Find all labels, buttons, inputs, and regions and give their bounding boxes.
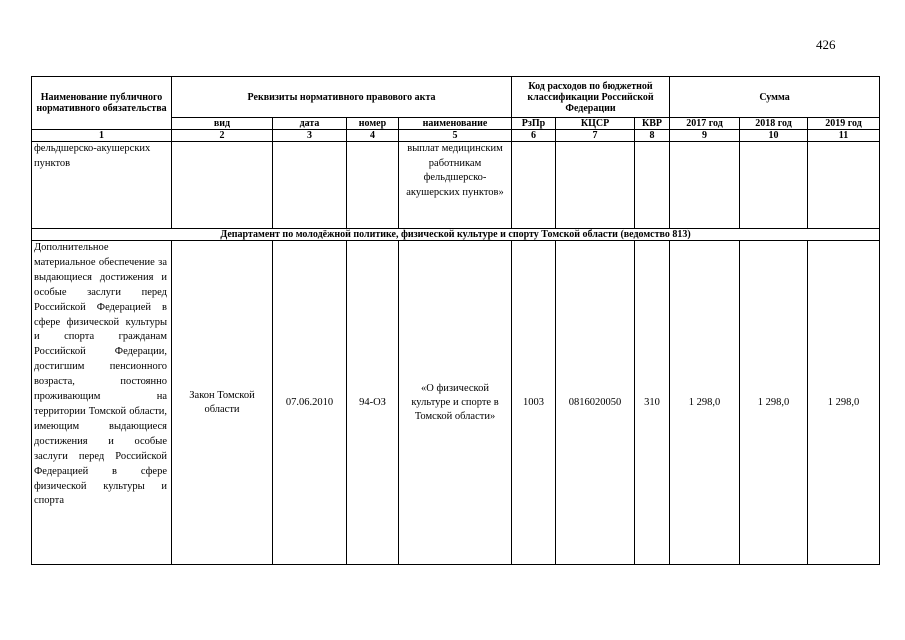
- col-group-sum: Сумма: [670, 77, 880, 118]
- header-row-1: [32, 77, 880, 118]
- obligation-name-cell: Дополнительное материальное обеспечение за выдающиеся достижения и особые заслуги перед Российской Федерацией в сфере физической культуры и спорта гражданам Российской Федерации, достигшим пенсионного возраста, постоянно проживающим на территории Томской области, имеющим выдающиеся достижения и особые заслуги перед Российской Федерацией в сфере физической культуры и спорта: [32, 241, 172, 565]
- column-number: 1: [32, 130, 172, 142]
- col-header-act-name: наименование: [399, 118, 512, 130]
- col-header-date: дата: [273, 118, 347, 130]
- table-row: [32, 241, 880, 565]
- department-title: Департамент по молодёжной политике, физической культуре и спорту Томской области (ведомство 813): [32, 229, 880, 241]
- sum-2018-cell: 1 298,0: [740, 241, 808, 565]
- col-header-type: вид: [172, 118, 273, 130]
- rzpr-cell: 1003: [512, 241, 556, 565]
- page-number: 426: [816, 37, 836, 52]
- empty-cell: [808, 142, 880, 229]
- column-number: 6: [512, 130, 556, 142]
- column-number: 8: [635, 130, 670, 142]
- column-number: 10: [740, 130, 808, 142]
- empty-cell: [556, 142, 635, 229]
- col-header-number: номер: [347, 118, 399, 130]
- act-name-cell: «О физической культуре и спорте в Томской области»: [399, 241, 512, 565]
- budget-obligations-table: [31, 76, 880, 565]
- empty-cell: [740, 142, 808, 229]
- empty-cell: [273, 142, 347, 229]
- col-header-2017: 2017 год: [670, 118, 740, 130]
- column-number: 11: [808, 130, 880, 142]
- col-header-2019: 2019 год: [808, 118, 880, 130]
- col-group-code: Код расходов по бюджетной классификации Российской Федерации: [512, 77, 670, 118]
- empty-cell: [635, 142, 670, 229]
- column-number: 4: [347, 130, 399, 142]
- kcsr-cell: 0816020050: [556, 241, 635, 565]
- col-header-kcsr: КЦСР: [556, 118, 635, 130]
- column-number: 3: [273, 130, 347, 142]
- empty-cell: [670, 142, 740, 229]
- obligation-name-cell: фельдшерско-акушерских пунктов: [32, 142, 172, 229]
- empty-cell: [347, 142, 399, 229]
- col-group-act: Реквизиты нормативного правового акта: [172, 77, 512, 118]
- act-number-cell: 94-ОЗ: [347, 241, 399, 565]
- act-type-cell: Закон Томской области: [172, 241, 273, 565]
- column-number: 7: [556, 130, 635, 142]
- act-name-cell: выплат медицинским работникам фельдшерско-акушерских пунктов»: [399, 142, 512, 229]
- col-header-2018: 2018 год: [740, 118, 808, 130]
- sum-2019-cell: 1 298,0: [808, 241, 880, 565]
- col-header-kvr: КВР: [635, 118, 670, 130]
- column-number-row: [32, 130, 880, 142]
- act-date-cell: 07.06.2010: [273, 241, 347, 565]
- sum-2017-cell: 1 298,0: [670, 241, 740, 565]
- table-row-continuation: [32, 142, 880, 229]
- col-header-name: Наименование публичного нормативного обязательства: [32, 77, 172, 130]
- empty-cell: [172, 142, 273, 229]
- column-number: 5: [399, 130, 512, 142]
- department-row: [32, 229, 880, 241]
- column-number: 9: [670, 130, 740, 142]
- kvr-cell: 310: [635, 241, 670, 565]
- col-header-rzpr: РзПр: [512, 118, 556, 130]
- empty-cell: [512, 142, 556, 229]
- column-number: 2: [172, 130, 273, 142]
